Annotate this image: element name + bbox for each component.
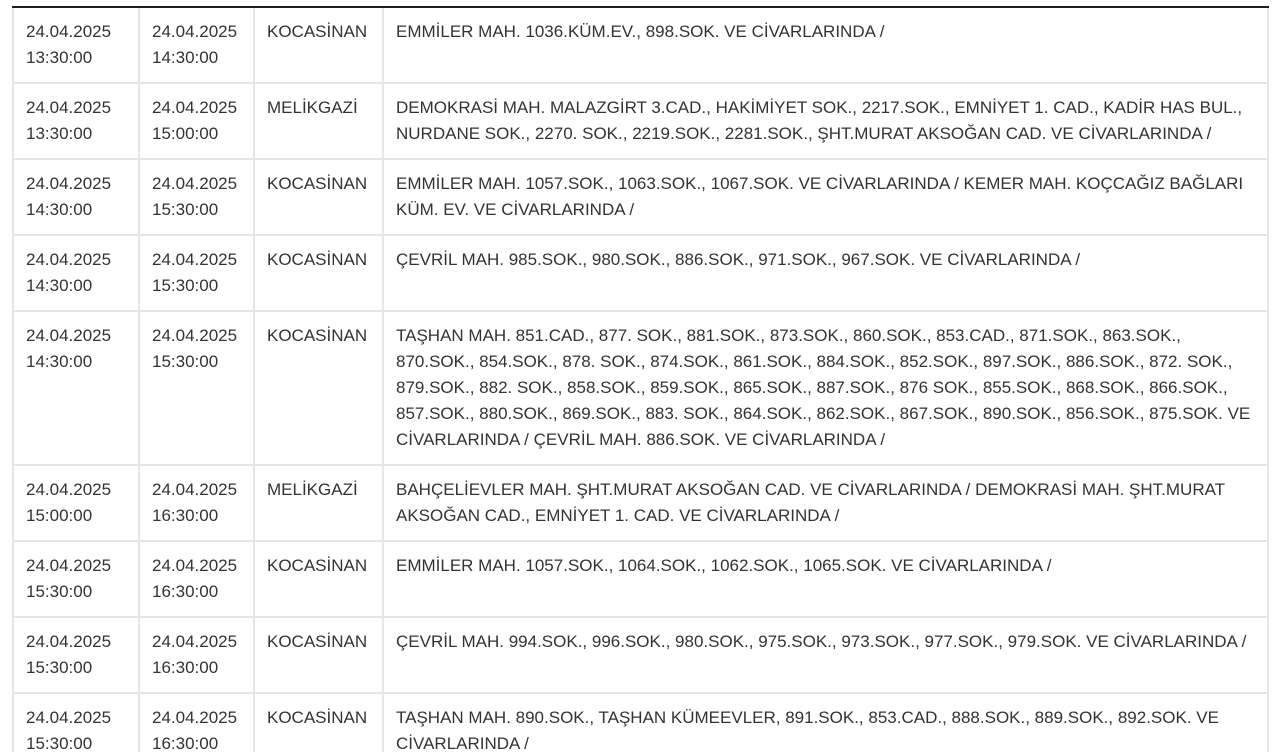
start-date: 24.04.2025 bbox=[26, 174, 112, 193]
start-date: 24.04.2025 bbox=[26, 556, 112, 575]
start-cell bbox=[12, 8, 138, 84]
end-cell bbox=[138, 466, 253, 542]
end-cell bbox=[138, 312, 253, 466]
end-cell bbox=[138, 542, 253, 618]
table-row bbox=[12, 84, 1269, 160]
end-time: 16:30:00 bbox=[152, 506, 219, 525]
district-cell: KOCASİNAN bbox=[253, 694, 382, 752]
start-cell bbox=[12, 694, 138, 752]
district-cell: KOCASİNAN bbox=[253, 618, 382, 694]
start-cell bbox=[12, 236, 138, 312]
end-time: 15:30:00 bbox=[152, 200, 219, 219]
end-date: 24.04.2025 bbox=[152, 480, 238, 499]
start-time: 14:30:00 bbox=[26, 200, 93, 219]
table-row bbox=[12, 694, 1269, 752]
start-time: 15:30:00 bbox=[26, 582, 93, 601]
end-date: 24.04.2025 bbox=[152, 708, 238, 727]
start-time: 13:30:00 bbox=[26, 48, 93, 67]
start-time: 15:00:00 bbox=[26, 506, 93, 525]
district-cell: KOCASİNAN bbox=[253, 236, 382, 312]
start-cell bbox=[12, 618, 138, 694]
district-cell: KOCASİNAN bbox=[253, 8, 382, 84]
end-time: 15:00:00 bbox=[152, 124, 219, 143]
end-date: 24.04.2025 bbox=[152, 98, 238, 117]
start-time: 14:30:00 bbox=[26, 352, 93, 371]
table-row bbox=[12, 466, 1269, 542]
end-date: 24.04.2025 bbox=[152, 22, 238, 41]
start-date: 24.04.2025 bbox=[26, 98, 112, 117]
end-cell bbox=[138, 694, 253, 752]
start-date: 24.04.2025 bbox=[26, 480, 112, 499]
start-cell bbox=[12, 160, 138, 236]
end-time: 16:30:00 bbox=[152, 734, 219, 752]
district-cell: KOCASİNAN bbox=[253, 542, 382, 618]
area-cell: BAHÇELİEVLER MAH. ŞHT.MURAT AKSOĞAN CAD. VE CİVARLARINDA / DEMOKRASİ MAH. ŞHT.MURAT AKSOĞAN CAD., EMNİYET 1. CAD. VE CİVARLARINDA / bbox=[382, 466, 1269, 542]
end-date: 24.04.2025 bbox=[152, 632, 238, 651]
table-row bbox=[12, 312, 1269, 466]
start-date: 24.04.2025 bbox=[26, 250, 112, 269]
start-cell bbox=[12, 84, 138, 160]
area-cell: EMMİLER MAH. 1057.SOK., 1064.SOK., 1062.SOK., 1065.SOK. VE CİVARLARINDA / bbox=[382, 542, 1269, 618]
start-time: 15:30:00 bbox=[26, 658, 93, 677]
end-cell bbox=[138, 84, 253, 160]
start-cell bbox=[12, 542, 138, 618]
area-cell: EMMİLER MAH. 1057.SOK., 1063.SOK., 1067.SOK. VE CİVARLARINDA / KEMER MAH. KOÇCAĞIZ BAĞLARI KÜM. EV. VE CİVARLARINDA / bbox=[382, 160, 1269, 236]
table-row bbox=[12, 236, 1269, 312]
outage-table-body bbox=[12, 8, 1269, 752]
end-time: 15:30:00 bbox=[152, 352, 219, 371]
end-date: 24.04.2025 bbox=[152, 326, 238, 345]
end-cell bbox=[138, 8, 253, 84]
table-row bbox=[12, 160, 1269, 236]
start-time: 14:30:00 bbox=[26, 276, 93, 295]
start-cell bbox=[12, 312, 138, 466]
start-date: 24.04.2025 bbox=[26, 326, 112, 345]
start-cell bbox=[12, 466, 138, 542]
end-time: 14:30:00 bbox=[152, 48, 219, 67]
area-cell: EMMİLER MAH. 1036.KÜM.EV., 898.SOK. VE CİVARLARINDA / bbox=[382, 8, 1269, 84]
start-time: 13:30:00 bbox=[26, 124, 93, 143]
area-cell: ÇEVRİL MAH. 985.SOK., 980.SOK., 886.SOK., 971.SOK., 967.SOK. VE CİVARLARINDA / bbox=[382, 236, 1269, 312]
table-row bbox=[12, 618, 1269, 694]
area-cell: DEMOKRASİ MAH. MALAZGİRT 3.CAD., HAKİMİYET SOK., 2217.SOK., EMNİYET 1. CAD., KADİR HAS BUL., NURDANE SOK., 2270. SOK., 2219.SOK., 2281.SOK., ŞHT.MURAT AKSOĞAN CAD. VE CİVARLARINDA / bbox=[382, 84, 1269, 160]
start-time: 15:30:00 bbox=[26, 734, 93, 752]
start-date: 24.04.2025 bbox=[26, 708, 112, 727]
end-date: 24.04.2025 bbox=[152, 174, 238, 193]
start-date: 24.04.2025 bbox=[26, 632, 112, 651]
end-time: 15:30:00 bbox=[152, 276, 219, 295]
district-cell: KOCASİNAN bbox=[253, 312, 382, 466]
outage-table bbox=[12, 8, 1269, 752]
table-row bbox=[12, 8, 1269, 84]
end-date: 24.04.2025 bbox=[152, 556, 238, 575]
end-cell bbox=[138, 236, 253, 312]
area-cell: ÇEVRİL MAH. 994.SOK., 996.SOK., 980.SOK., 975.SOK., 973.SOK., 977.SOK., 979.SOK. VE CİVARLARINDA / bbox=[382, 618, 1269, 694]
area-cell: TAŞHAN MAH. 890.SOK., TAŞHAN KÜMEEVLER, 891.SOK., 853.CAD., 888.SOK., 889.SOK., 892.SOK. VE CİVARLARINDA / bbox=[382, 694, 1269, 752]
district-cell: KOCASİNAN bbox=[253, 160, 382, 236]
end-time: 16:30:00 bbox=[152, 658, 219, 677]
table-row bbox=[12, 542, 1269, 618]
start-date: 24.04.2025 bbox=[26, 22, 112, 41]
end-date: 24.04.2025 bbox=[152, 250, 238, 269]
end-time: 16:30:00 bbox=[152, 582, 219, 601]
district-cell: MELİKGAZİ bbox=[253, 466, 382, 542]
end-cell bbox=[138, 618, 253, 694]
end-cell bbox=[138, 160, 253, 236]
area-cell: TAŞHAN MAH. 851.CAD., 877. SOK., 881.SOK., 873.SOK., 860.SOK., 853.CAD., 871.SOK., 863.SOK., 870.SOK., 854.SOK., 878. SOK., 874.SOK., 861.SOK., 884.SOK., 852.SOK., 897.SOK., 886.SOK., 872. SOK., 879.SOK., 882. SOK., 858.SOK., 859.SOK., 865.SOK., 887.SOK., 876 SOK., 855.SOK., 868.SOK., 866.SOK., 857.SOK., 880.SOK., 869.SOK., 883. SOK., 864.SOK., 862.SOK., 867.SOK., 890.SOK., 856.SOK., 875.SOK. VE CİVARLARINDA / ÇEVRİL MAH. 886.SOK. VE CİVARLARINDA / bbox=[382, 312, 1269, 466]
district-cell: MELİKGAZİ bbox=[253, 84, 382, 160]
